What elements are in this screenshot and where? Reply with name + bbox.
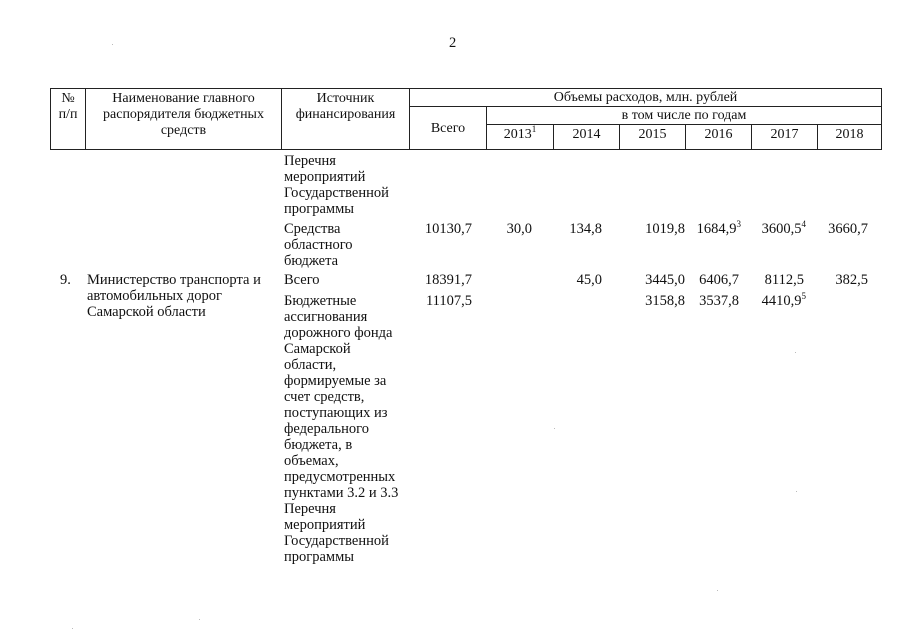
road-fund-total: 11107,5 — [425, 293, 472, 309]
footnote-mark: 1 — [531, 124, 537, 134]
regional-funds-2016: 1684,9$^3$ — [696, 219, 741, 237]
header-number: № п/п — [58, 91, 78, 122]
header-year-2017: 2017 — [770, 127, 799, 142]
row9-2015: 3445,0 — [645, 272, 685, 288]
scan-speck — [717, 590, 718, 591]
header-bottom-rule — [50, 149, 882, 150]
road-fund-2016: 3537,8 — [699, 293, 739, 309]
row9-2016: 6406,7 — [699, 272, 739, 288]
scan-speck — [112, 44, 113, 45]
header-year-2014: 2014 — [572, 127, 601, 142]
scan-speck — [554, 428, 555, 429]
header-border-right — [881, 88, 882, 150]
continued-source-text: Перечня мероприятий Государственной программы — [284, 153, 389, 217]
regional-funds-2018: 3660,7 — [828, 221, 868, 237]
header-year-2016: 2016 — [704, 127, 733, 142]
regional-funds-2013: 30,0 — [506, 221, 532, 237]
regional-funds-source: Средства областного бюджета — [284, 221, 353, 269]
header-volumes: Объемы расходов, млн. рублей — [553, 90, 738, 105]
regional-funds-2014: 134,8 — [569, 221, 602, 237]
row9-2017: 8112,5 — [764, 272, 804, 288]
header-total: Всего — [430, 121, 466, 136]
header-year-2015: 2015 — [638, 127, 667, 142]
header-years-rule — [486, 124, 882, 125]
row-number: 9. — [60, 272, 71, 288]
regional-funds-total: 10130,7 — [424, 221, 472, 237]
scan-speck — [795, 352, 796, 353]
header-by-years: в том числе по годам — [621, 108, 747, 123]
footnote-mark: 5 — [801, 291, 806, 301]
scan-speck — [72, 628, 73, 629]
total-label: Всего — [284, 272, 320, 288]
regional-funds-2015: 1019,8 — [645, 221, 685, 237]
header-volumes-rule — [409, 106, 882, 107]
distributor-name: Министерство транспорта и автомобильных дорог Самарской области — [87, 272, 261, 320]
row9-2018: 382,5 — [835, 272, 868, 288]
header-funding-source: Источник финансирования — [295, 91, 396, 122]
header-year-2013: 2013$^1$ — [503, 124, 537, 142]
header-distributor-name: Наименование главного распорядителя бюджетных средств — [103, 91, 264, 138]
footnote-mark: 3 — [736, 219, 741, 229]
header-top-rule — [50, 88, 882, 89]
regional-funds-2017: 3600,5$^4$ — [761, 219, 806, 237]
row9-2014: 45,0 — [576, 272, 602, 288]
road-fund-2017: 4410,9$^5$ — [761, 291, 806, 309]
road-fund-2015: 3158,8 — [645, 293, 685, 309]
footnote-mark: 4 — [801, 219, 806, 229]
page-number: 2 — [449, 35, 457, 51]
scan-speck — [199, 619, 200, 620]
scan-speck — [796, 491, 797, 492]
road-fund-source: Бюджетные ассигнования дорожного фонда Самарской области, формируемые за счет средств, поступающих из федерального бюджета, в объемах, предусмотренных пунктами 3.2 и 3.3 Перечня мероприятий Государственной программы — [284, 293, 399, 565]
row9-total: 18391,7 — [424, 272, 472, 288]
header-year-2018: 2018 — [835, 127, 864, 142]
